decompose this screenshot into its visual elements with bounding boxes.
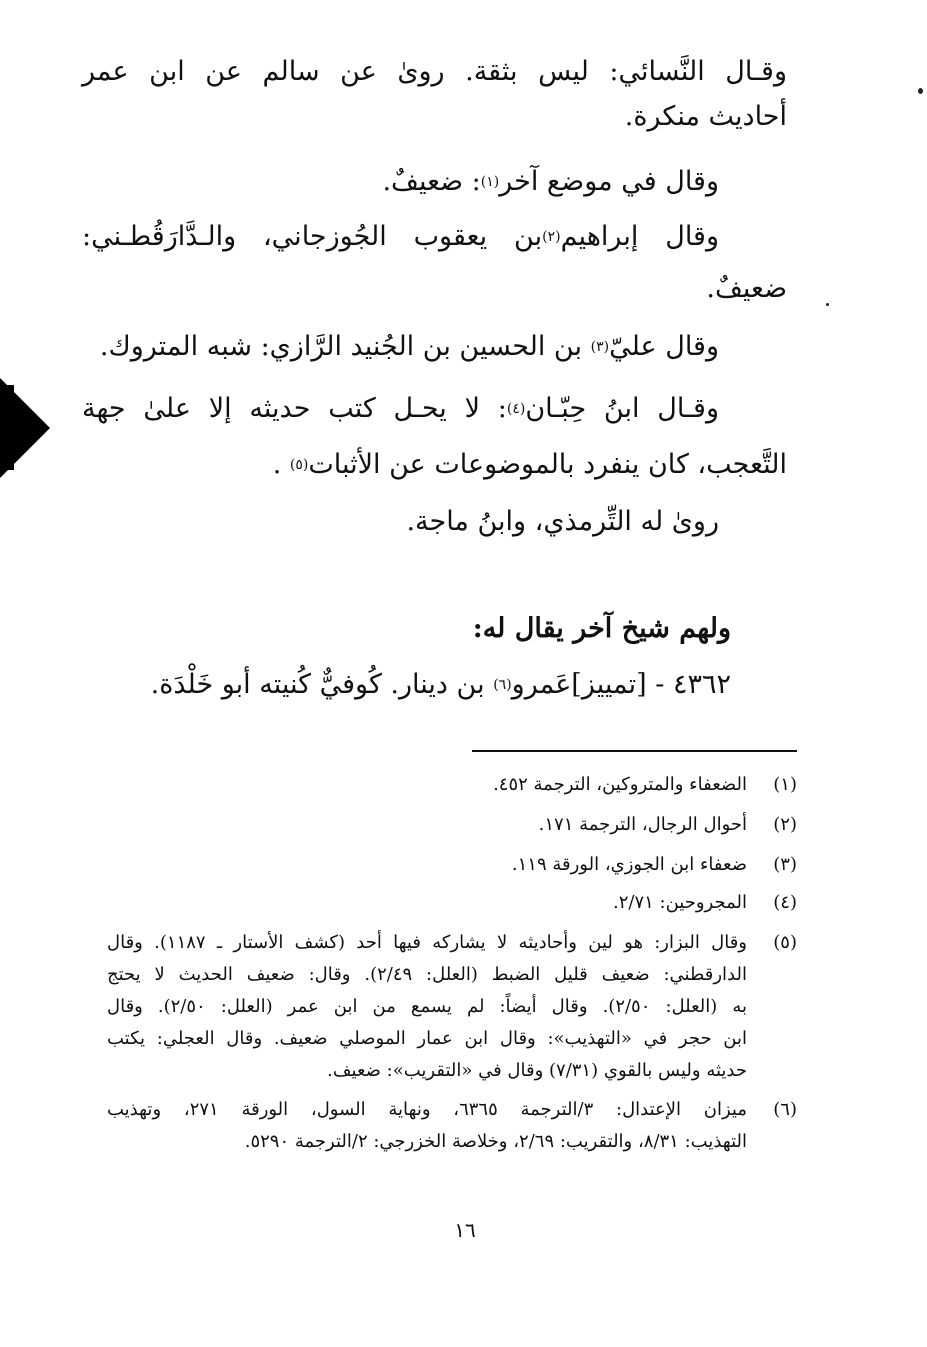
footnote-number-3: (٣) (773, 854, 797, 875)
text-span: بن دينار. كُوفيٌّ كُنيته أبو خَلْدَة. (150, 669, 494, 700)
text-span: ٤٣٦٢ - [تمييز]عَمرو (511, 669, 731, 700)
text-line-9: روىٰ له التِّرمذي، وابنُ ماجة. (406, 506, 719, 537)
text-line-7 (82, 392, 719, 426)
footnote-number-2: (٢) (773, 814, 797, 835)
text-line-8 (273, 448, 787, 482)
scan-speck (826, 303, 829, 306)
footnote-ref-1: (١) (480, 174, 500, 190)
text-span: وقال عليّ (609, 331, 719, 362)
text-span: : لا يحـل كتب حديثه إلا علىٰ جهة (82, 393, 507, 424)
footnote-text-1: الضعفاء والمتروكين، الترجمة ٤٥٢. (493, 774, 747, 795)
text-span: بن يعقوب الجُوزجاني، والـدَّارَقُطـني: (82, 221, 543, 252)
footnote-text-5-line-3: به (العلل: ٢/٥٠). وقال أيضاً: لم يسمع من ابن عمر (العلل: ٢/٥٠). وقال (107, 996, 747, 1017)
footnote-number-6: (٦) (773, 1099, 797, 1120)
text-span: وقال إبراهيم (560, 221, 719, 252)
footnote-ref-4: (٤) (506, 401, 526, 417)
section-heading: ولهم شيخ آخر يقال له: (472, 613, 731, 644)
text-span: . (272, 449, 290, 480)
footnote-text-4: المجروحين: ٢/٧١. (613, 892, 747, 913)
footnote-text-6-line-2: التهذيب: ٨/٣١، والتقريب: ٢/٦٩، وخلاصة الخزرجي: ٢/الترجمة ٥٢٩٠. (244, 1131, 747, 1152)
page-number: ١٦ (454, 1218, 476, 1242)
footnote-text-5-line-4: ابن حجر في «التهذيب»: وقال ابن عمار الموصلي ضعيف. وقال العجلي: يكتب (107, 1028, 747, 1049)
text-line-6 (100, 330, 719, 364)
text-span: : ضعيفٌ. (382, 166, 481, 197)
entry-line (151, 668, 731, 702)
footnote-ref-5: (٥) (289, 457, 309, 473)
footnote-number-1: (١) (773, 774, 797, 795)
footnote-text-5-line-5: حديثه وليس بالقوي (٧/٣١) وقال في «التقريب»: ضعيف. (327, 1060, 747, 1081)
text-line-1: وقـال النَّسائي: ليس بثقة. روىٰ عن سالم عن ابن عمر (82, 56, 787, 87)
footnote-number-4: (٤) (773, 892, 797, 913)
text-line-2: أحاديث منكرة. (624, 101, 787, 132)
text-line-5: ضعيفٌ. (706, 273, 787, 304)
footnote-text-5-line-1: وقال البزار: هو لين وأحاديثه لا يشاركه فيها أحد (كشف الأستار ـ ١١٨٧). وقال (107, 932, 747, 953)
footnote-text-2: أحوال الرجال، الترجمة ١٧١. (538, 814, 747, 835)
footnote-separator (472, 750, 797, 752)
text-line-3 (382, 165, 719, 199)
footnote-ref-6: (٦) (493, 677, 512, 693)
page-edge-bar (0, 385, 14, 470)
text-span: وقـال ابنُ حِبّـان (525, 393, 719, 424)
footnote-text-5-line-2: الدارقطني: ضعيف قليل الضبط (العلل: ٢/٤٩). وقال: ضعيف الحديث لا يحتج (107, 964, 747, 985)
footnote-text-6-line-1: ميزان الإعتدال: ٣/الترجمة ٦٣٦٥، ونهاية السول، الورقة ٢٧١، وتهذيب (107, 1099, 747, 1120)
footnote-ref-2: (٢) (542, 229, 561, 245)
text-line-4 (82, 220, 719, 254)
text-span: التَّعجب، كان ينفرد بالموضوعات عن الأثبات (308, 449, 787, 480)
text-span: بن الحسين بن الجُنيد الرَّازي: شبه المتروك. (99, 331, 591, 362)
text-span: وقال في موضع آخر (499, 166, 719, 197)
scan-speck (918, 88, 923, 94)
footnote-text-3: ضعفاء ابن الجوزي، الورقة ١١٩. (511, 854, 747, 875)
footnote-number-5: (٥) (773, 932, 797, 953)
footnote-ref-3: (٣) (590, 339, 610, 355)
